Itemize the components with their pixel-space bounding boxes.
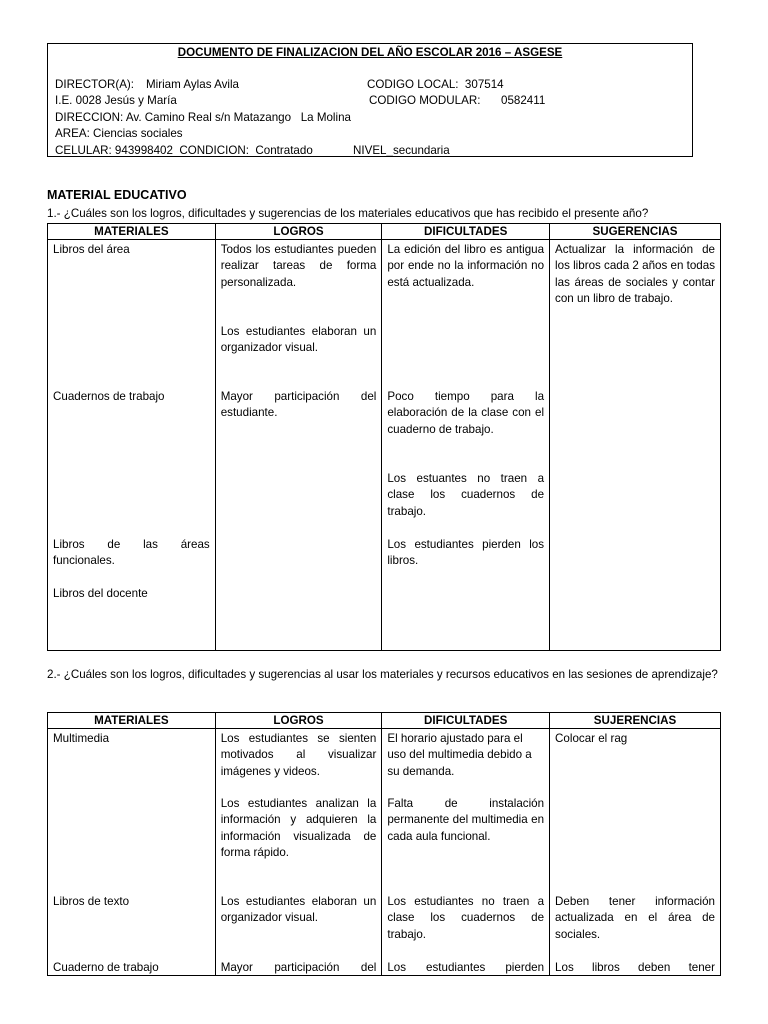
- question-2: 2.- ¿Cuáles son los logros, dificultades y sugerencias al usar los materiales y recursos educativos en las sesiones de aprendizaje?: [47, 668, 718, 681]
- table-row: [48, 240, 721, 651]
- cell-materiales: [48, 729, 216, 976]
- cell-materiales: [48, 240, 216, 651]
- codigo-local: CODIGO LOCAL: 307514: [367, 78, 504, 91]
- logro-item: Todos los estudiantes pueden realizar tareas de forma personalizada.: [220, 243, 377, 289]
- dificultad-item: Falta de instalación permanente del multimedia en cada aula funcional.: [387, 797, 545, 843]
- table-materiales-2: [47, 712, 721, 976]
- col-header-sujerencias: SUJERENCIAS: [550, 713, 721, 729]
- logro-item: Mayor participación del estudiante.: [220, 390, 377, 420]
- cell-logros: [215, 240, 382, 651]
- material-item: Multimedia: [53, 732, 110, 745]
- material-item: Cuadernos de trabajo: [53, 390, 165, 403]
- col-header-materiales: MATERIALES: [48, 224, 216, 240]
- logro-item: Los estudiantes elaboran un organizador visual.: [220, 895, 377, 925]
- sugerencia-item: Los libros deben tener: [555, 961, 715, 974]
- cell-dificultades: [382, 240, 550, 651]
- institution: I.E. 0028 Jesús y María: [55, 94, 177, 107]
- col-header-materiales: MATERIALES: [48, 713, 216, 729]
- logro-item: Los estudiantes analizan la información y adquieren la información visualizada de forma rápido.: [220, 797, 377, 860]
- material-item: Libros de las áreas funcionales.: [53, 538, 210, 568]
- document-title: DOCUMENTO DE FINALIZACION DEL AÑO ESCOLAR 2016 – ASGESE: [177, 46, 563, 59]
- dificultad-item: La edición del libro es antigua por ende no la información no está actualizada.: [387, 243, 545, 289]
- question-1: 1.- ¿Cuáles son los logros, dificultades y sugerencias de los materiales educativos que has recibido el presente año?: [47, 207, 649, 220]
- codigo-modular-value: 0582411: [501, 94, 546, 107]
- table-row: [48, 729, 721, 976]
- table-materiales-1: [47, 223, 721, 651]
- material-item: Libros del docente: [53, 587, 148, 600]
- section-title: MATERIAL EDUCATIVO: [47, 188, 187, 202]
- col-header-dificultades: DIFICULTADES: [382, 224, 550, 240]
- sugerencia-item: Colocar el rag: [555, 732, 628, 745]
- codigo-modular-label: CODIGO MODULAR:: [369, 94, 481, 107]
- dificultad-item: Poco tiempo para la elaboración de la clase con el cuaderno de trabajo.: [387, 390, 545, 436]
- logro-item: Los estudiantes elaboran un organizador visual.: [220, 325, 377, 355]
- col-header-sugerencias: SUGERENCIAS: [550, 224, 721, 240]
- nivel: NIVEL_secundaria: [353, 144, 450, 157]
- col-header-logros: LOGROS: [215, 224, 382, 240]
- dificultad-item: El horario ajustado para el uso del multimedia debido a su demanda.: [387, 732, 532, 778]
- dificultad-item: Los estudiantes pierden: [387, 961, 545, 974]
- material-item: Libros de texto: [53, 895, 130, 908]
- dificultad-item: Los estuantes no traen a clase los cuadernos de trabajo.: [387, 472, 545, 518]
- sugerencia-item: Actualizar la información de los libros cada 2 años en todas las áreas de sociales y contar con un libro de trabajo.: [555, 243, 715, 306]
- area: AREA: Ciencias sociales: [55, 127, 183, 140]
- director-name: Miriam Aylas Avila: [146, 78, 239, 91]
- col-header-logros: LOGROS: [215, 713, 382, 729]
- direccion: DIRECCION: Av. Camino Real s/n Matazango La Molina: [55, 111, 351, 124]
- table-header-row: [48, 224, 721, 240]
- material-item: Cuaderno de trabajo: [53, 961, 159, 974]
- dificultad-item: Los estudiantes pierden los libros.: [387, 538, 545, 568]
- material-item: Libros del área: [53, 243, 130, 256]
- cell-dificultades: [382, 729, 550, 976]
- director-label: DIRECTOR(A):: [55, 78, 135, 91]
- table-header-row: [48, 713, 721, 729]
- logro-item: Mayor participación del: [220, 961, 377, 974]
- cell-logros: [215, 729, 382, 976]
- logro-item: Los estudiantes se sienten motivados al visualizar imágenes y videos.: [220, 732, 377, 778]
- header-box: [47, 43, 693, 157]
- cell-sugerencias: [550, 729, 721, 976]
- col-header-dificultades: DIFICULTADES: [382, 713, 550, 729]
- celular-condicion: CELULAR: 943998402 CONDICION: Contratado: [55, 144, 313, 157]
- dificultad-item: Los estudiantes no traen a clase los cuadernos de trabajo.: [387, 895, 545, 941]
- sugerencia-item: Deben tener información actualizada en el área de sociales.: [555, 895, 715, 941]
- cell-sugerencias: [550, 240, 721, 651]
